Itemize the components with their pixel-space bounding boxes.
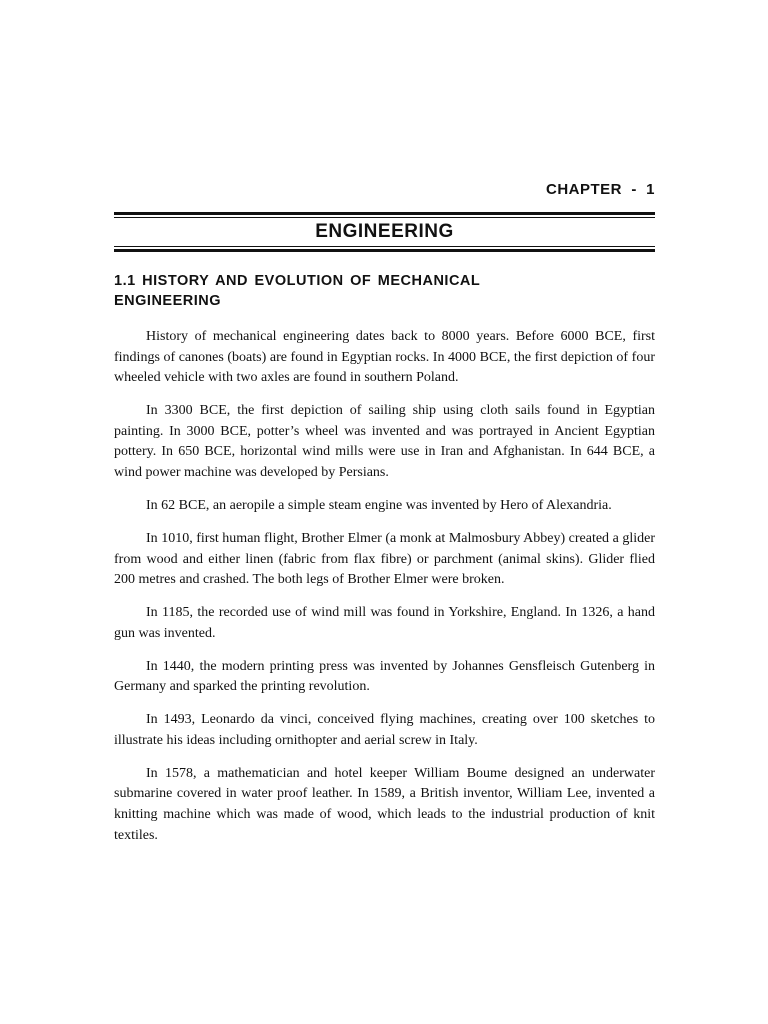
paragraph: In 1010, first human flight, Brother Elmer (a monk at Malmosbury Abbey) created a glider from wood and either linen (fabric from flax fibre) or parchment (animal skins). Glider flied 200 metres and crashed. The both legs of Brother Elmer were broken. [114,530,655,588]
paragraph: In 3300 BCE, the first depiction of sailing ship using cloth sails found in Egyptian painting. In 3000 BCE, potter’s wheel was invented and was portrayed in Ancient Egyptian pottery. In 650 BCE, horizontal wind mills were use in Iran and Afghanistan. In 644 BCE, a wind power machine was developed by Persians. [114,403,655,480]
bottom-rule-thin [114,246,655,247]
paragraph: In 1440, the modern printing press was invented by Johannes Gensfleisch Gutenberg in Germany and sparked the printing revolution. [114,658,655,695]
chapter-label: CHAPTER - 1 [545,181,655,198]
bottom-rule-thick [114,249,655,252]
section-heading: 1.1 HISTORY AND EVOLUTION OF MECHANICAL ENGINEERING [114,273,480,309]
top-double-rule [114,212,655,218]
paragraph: In 62 BCE, an aeropile a simple steam engine was invented by Hero of Alexandria. [146,497,612,513]
top-rule-thick [114,212,655,215]
paragraph: In 1493, Leonardo da vinci, conceived flying machines, creating over 100 sketches to illustrate his ideas including ornithopter and aerial screw in Italy. [114,712,655,748]
paragraph: In 1185, the recorded use of wind mill was found in Yorkshire, England. In 1326, a hand gun was invented. [114,605,655,641]
body-text [114,327,655,859]
paragraph: History of mechanical engineering dates back to 8000 years. Before 6000 BCE, first findings of canones (boats) are found in Egyptian rocks. In 4000 BCE, the first depiction of four wheeled vehicle with two axles are found in southern Poland. [114,329,655,386]
top-rule-thin [114,217,655,218]
chapter-title: ENGINEERING [315,221,454,242]
bottom-double-rule [114,246,655,252]
paragraph: In 1578, a mathematician and hotel keeper William Boume designed an underwater submarine covered in water proof leather. In 1589, a British inventor, William Lee, invented a knitting machine which was made of wood, which leads to the industrial production of knit textiles. [114,765,655,843]
